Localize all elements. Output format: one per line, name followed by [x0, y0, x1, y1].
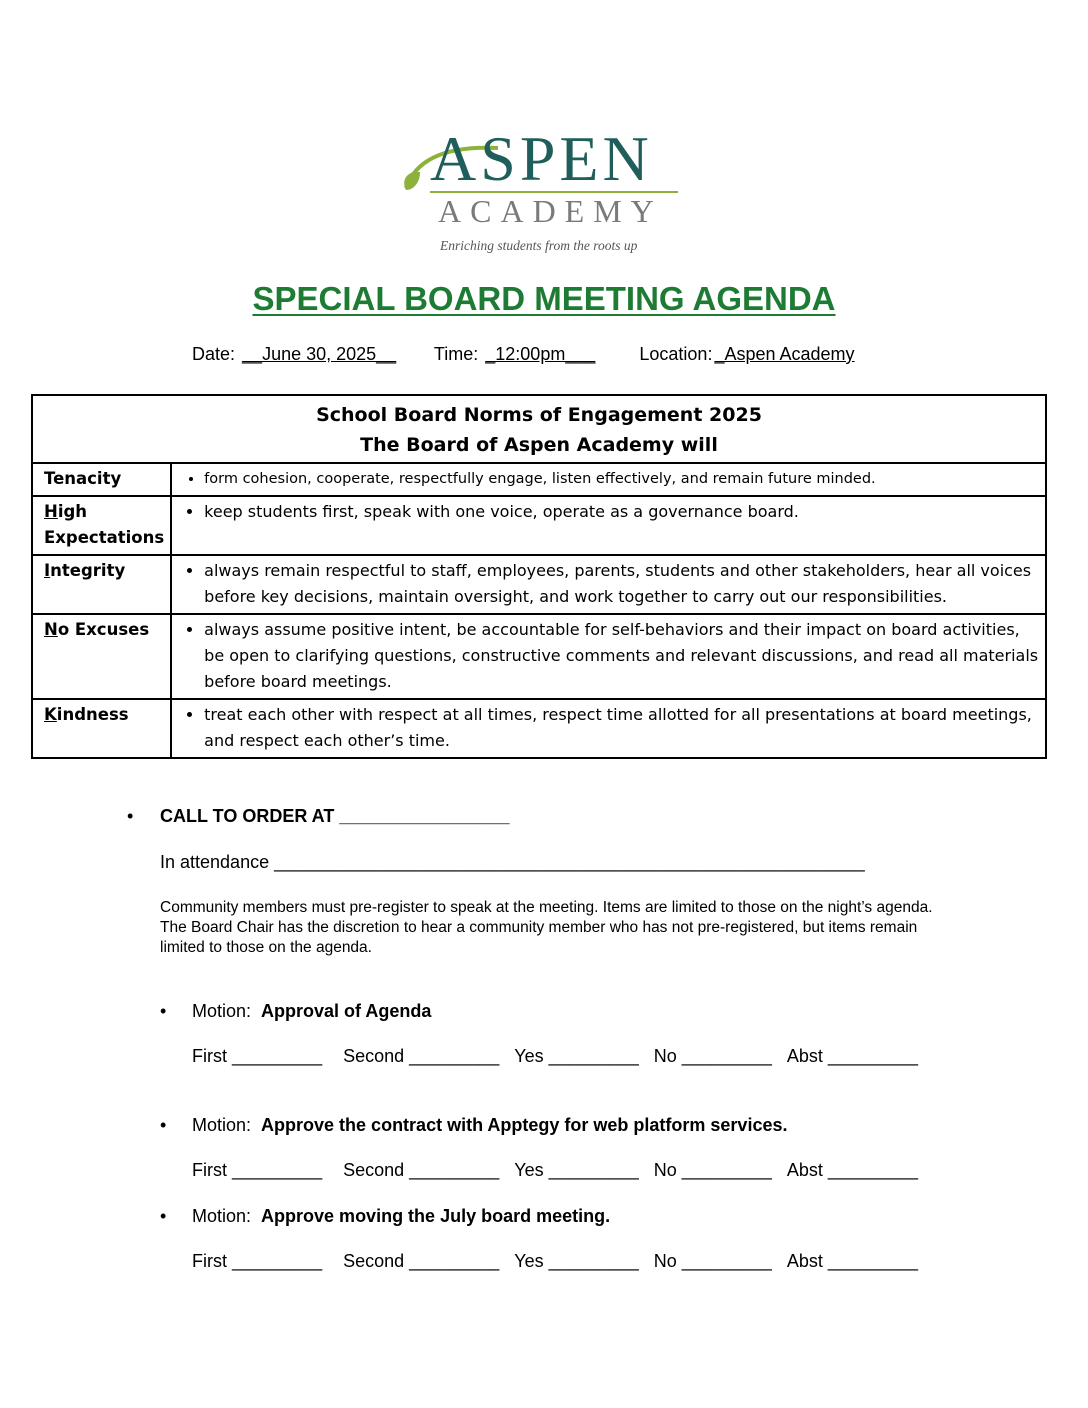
- attendance-line: In attendance ___________________________________________________________: [160, 852, 865, 872]
- vote-first: First _________: [192, 1046, 323, 1066]
- norm-term-initial: I: [44, 561, 51, 580]
- norm-term-rest: indness: [56, 705, 129, 724]
- norm-description-text: • always assume positive intent, be accountable for self-behaviors and their impact on board activities, be open to clarifying questions, constructive comments and relevant discussions, and read all materials before board meetings.: [204, 617, 1039, 695]
- date-value: __June 30, 2025__: [242, 344, 397, 364]
- norm-term-initial: T: [44, 469, 54, 488]
- norm-description: [171, 614, 1046, 699]
- logo-graphic: [398, 118, 698, 258]
- norm-description-text: • always remain respectful to staff, employees, parents, students and other stakeholders, hear all voices before key decisions, maintain oversight, and work together to carry out our responsibilities.: [204, 558, 1039, 610]
- logo-word-academy: ACADEMY: [438, 193, 663, 229]
- norm-term-initial: H: [44, 502, 58, 521]
- norm-term: [32, 463, 171, 496]
- vote-tally-row: [192, 1160, 918, 1181]
- motion-label: Motion:: [192, 1001, 252, 1021]
- vote-first: First _________: [192, 1251, 323, 1271]
- vote-yes: Yes _________: [514, 1046, 639, 1066]
- date-label: Date:: [192, 344, 236, 364]
- motion-text: Approve moving the July board meeting.: [261, 1206, 611, 1226]
- norm-description-text: • form cohesion, cooperate, respectfully engage, listen effectively, and remain future minded.: [204, 466, 1039, 492]
- norm-term: [32, 496, 171, 555]
- logo-tagline: Enriching students from the roots up: [440, 238, 638, 253]
- norm-description: [171, 699, 1046, 758]
- meeting-details: [192, 344, 855, 365]
- norm-description-text: • keep students first, speak with one voice, operate as a governance board.: [204, 499, 1039, 525]
- norm-term: [32, 614, 171, 699]
- vote-first: First _________: [192, 1160, 323, 1180]
- norms-heading-line1: School Board Norms of Engagement 2025: [316, 404, 762, 426]
- norm-term-rest: igh Expectations: [44, 502, 165, 547]
- time-label: Time:: [433, 344, 479, 364]
- motion-text: Approve the contract with Apptegy for web platform services.: [261, 1115, 788, 1135]
- norms-heading-line2: The Board of Aspen Academy will: [360, 434, 718, 456]
- bullet-icon: •: [127, 806, 134, 826]
- norm-row-integrity: [32, 555, 1046, 614]
- norms-table: [31, 394, 1047, 759]
- vote-abst: Abst _________: [786, 1251, 919, 1271]
- norm-term-rest: ntegrity: [50, 561, 126, 580]
- page-title: SPECIAL BOARD MEETING AGENDA: [252, 280, 836, 317]
- vote-no: No _________: [653, 1251, 772, 1271]
- vote-no: No _________: [653, 1046, 772, 1066]
- norm-description: [171, 555, 1046, 614]
- leaf-icon: [404, 172, 420, 190]
- norm-term-rest: o Excuses: [57, 620, 150, 639]
- vote-yes: Yes _________: [514, 1160, 639, 1180]
- norms-header-row: [32, 395, 1046, 463]
- motion-item: [192, 1206, 610, 1227]
- time-value: _12:00pm___: [485, 344, 596, 364]
- vote-yes: Yes _________: [514, 1251, 639, 1271]
- norm-term-initial: K: [44, 705, 57, 724]
- vote-abst: Abst _________: [786, 1046, 919, 1066]
- vote-second: Second _________: [343, 1160, 500, 1180]
- norm-term-rest: enacity: [53, 469, 122, 488]
- aspen-academy-logo: [398, 118, 698, 258]
- call-to-order: CALL TO ORDER AT _________________: [160, 806, 510, 826]
- bullet-icon: •: [160, 1115, 167, 1135]
- norm-row-kindness: [32, 699, 1046, 758]
- motion-label: Motion:: [192, 1206, 252, 1226]
- motion-item: [192, 1001, 431, 1022]
- vote-second: Second _________: [343, 1046, 500, 1066]
- norm-row-no-excuses: [32, 614, 1046, 699]
- logo-word-aspen: ASPEN: [430, 123, 653, 194]
- bullet-icon: •: [160, 1206, 167, 1226]
- vote-tally-row: [192, 1046, 918, 1067]
- public-comment-notice: Community members must pre-register to speak at the meeting. Items are limited to those on the night’s agenda. The Board Chair has the discretion to hear a community member who has not pre-registered, but items remain limited to those on the agenda.: [160, 899, 933, 956]
- norms-heading: [32, 395, 1046, 463]
- norm-term: [32, 699, 171, 758]
- norm-description-text: • treat each other with respect at all times, respect time allotted for all presentations at board meetings, and respect each other’s time.: [204, 702, 1039, 754]
- vote-abst: Abst _________: [786, 1160, 919, 1180]
- vote-second: Second _________: [343, 1251, 500, 1271]
- motion-item: [192, 1115, 787, 1136]
- motion-label: Motion:: [192, 1115, 252, 1135]
- norm-description: [171, 463, 1046, 496]
- norm-row-tenacity: [32, 463, 1046, 496]
- norm-description: [171, 496, 1046, 555]
- norm-term-initial: N: [44, 620, 58, 639]
- location-value: _Aspen Academy: [714, 344, 855, 364]
- location-label: Location:: [639, 344, 713, 364]
- vote-no: No _________: [653, 1160, 772, 1180]
- vote-tally-row: [192, 1251, 918, 1272]
- norm-term: [32, 555, 171, 614]
- motion-text: Approval of Agenda: [261, 1001, 432, 1021]
- norm-row-high-expectations: [32, 496, 1046, 555]
- bullet-icon: •: [160, 1001, 167, 1021]
